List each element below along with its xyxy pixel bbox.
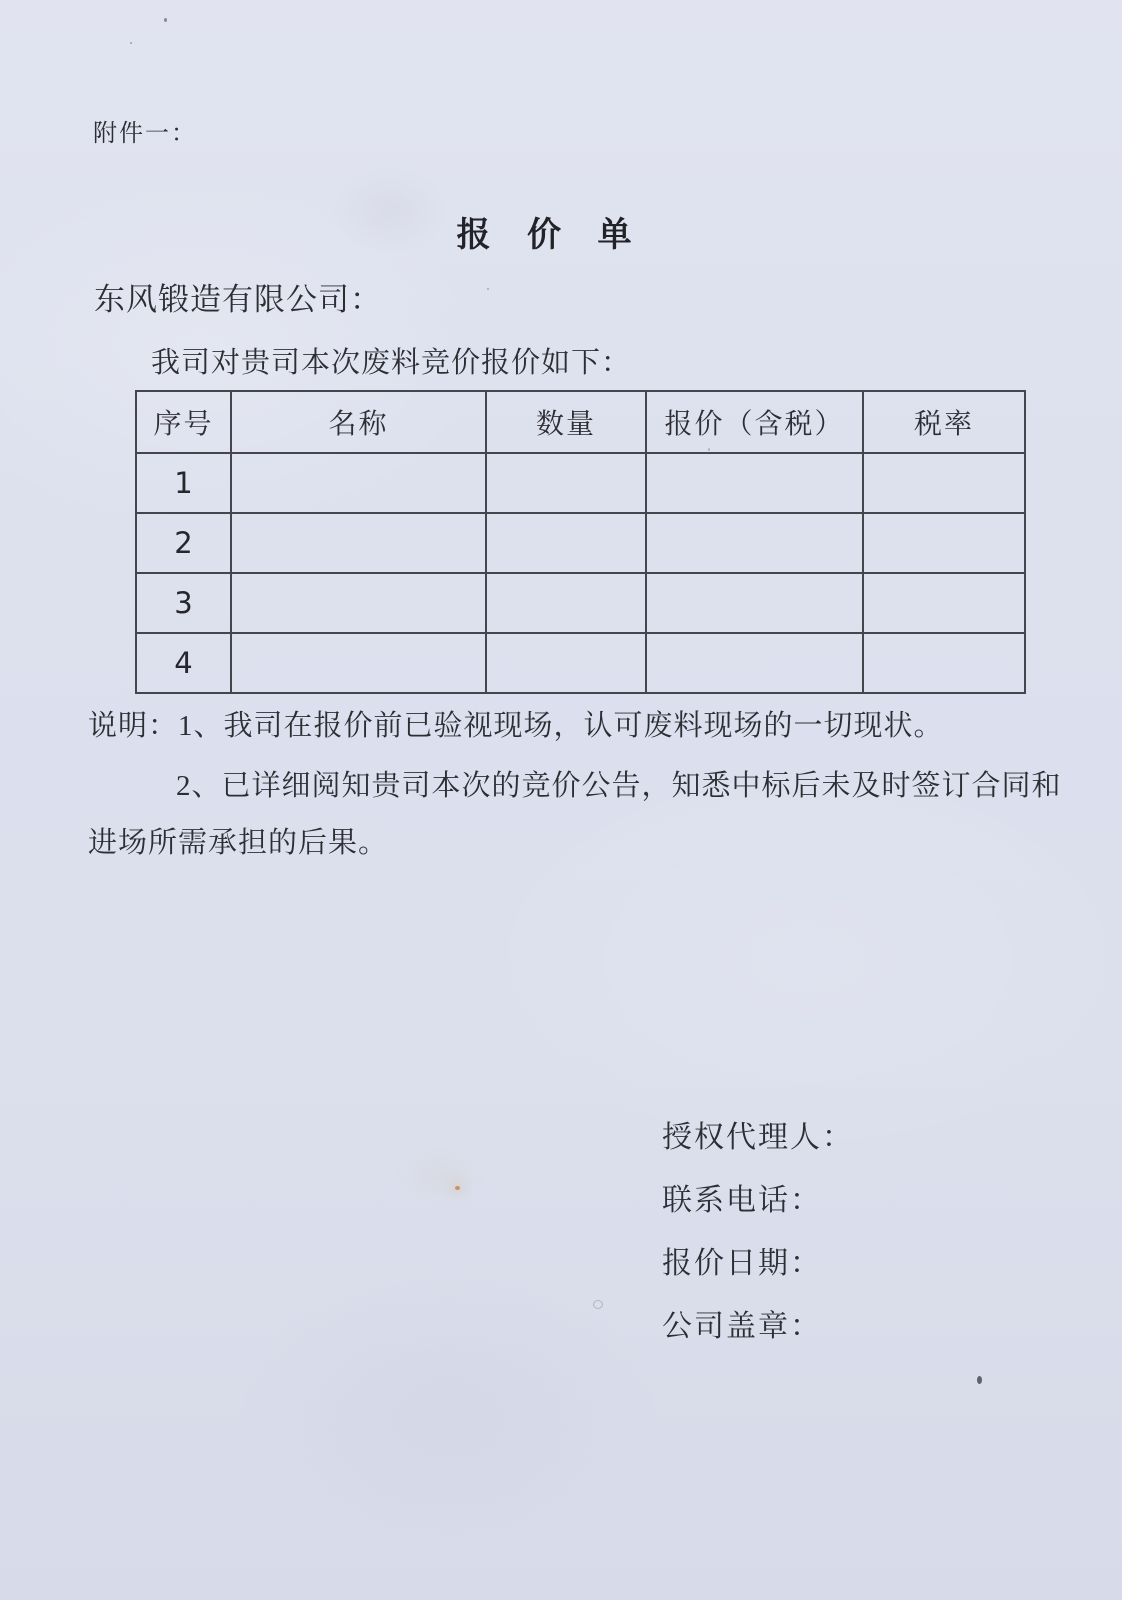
scan-speck: [164, 18, 167, 22]
cell-name: [231, 573, 486, 633]
cell-qty: [486, 513, 646, 573]
row-number: 3: [136, 573, 231, 633]
cell-price: [646, 453, 863, 513]
quote-date-label: 报价日期：: [662, 1247, 822, 1280]
scan-speck: [130, 42, 132, 44]
cell-name: [231, 633, 486, 693]
row-number: 4: [136, 633, 231, 693]
note-line-3: 进场所需承担的后果。: [88, 827, 389, 859]
quotation-table: [135, 390, 1026, 694]
signature-block: [662, 1118, 854, 1370]
cell-price: [646, 633, 863, 693]
cell-qty: [486, 453, 646, 513]
company-seal-label: 公司盖章：: [662, 1310, 822, 1343]
note-line-1: 说明：1、我司在报价前已验视现场，认可废料现场的一切现状。: [88, 710, 944, 742]
cell-tax: [863, 633, 1025, 693]
scan-speck: [455, 1186, 460, 1190]
recipient-company-line: 东风锻造有限公司：: [94, 282, 382, 317]
scan-speck: [977, 1376, 982, 1384]
row-number: 2: [136, 513, 231, 573]
scan-stain: [395, 1145, 485, 1205]
scan-speck: [487, 288, 489, 290]
cell-qty: [486, 573, 646, 633]
attachment-label: 附件一：: [93, 121, 197, 147]
cell-name: [231, 453, 486, 513]
table-row: [136, 513, 1025, 573]
cell-tax: [863, 513, 1025, 573]
table-row: [136, 633, 1025, 693]
note-line-2: 2、已详细阅知贵司本次的竞价公告，知悉中标后未及时签订合同和: [176, 770, 1062, 802]
col-header-name: 名称: [231, 391, 486, 453]
table-row: [136, 573, 1025, 633]
col-header-tax: 税率: [863, 391, 1025, 453]
cell-price: [646, 573, 863, 633]
page-title: 报 价 单: [456, 217, 646, 254]
table-header-row: [136, 391, 1025, 453]
contact-phone-label: 联系电话：: [662, 1184, 822, 1217]
scan-speck: [593, 1300, 603, 1309]
intro-line: 我司对贵司本次废料竞价报价如下：: [151, 347, 632, 379]
col-header-qty: 数量: [486, 391, 646, 453]
cell-name: [231, 513, 486, 573]
table-row: [136, 453, 1025, 513]
col-header-price: 报价（含税）: [646, 391, 863, 453]
cell-qty: [486, 633, 646, 693]
cell-tax: [863, 453, 1025, 513]
authorized-agent-label: 授权代理人：: [662, 1121, 854, 1154]
col-header-seq: 序号: [136, 391, 231, 453]
cell-price: [646, 513, 863, 573]
row-number: 1: [136, 453, 231, 513]
cell-tax: [863, 573, 1025, 633]
